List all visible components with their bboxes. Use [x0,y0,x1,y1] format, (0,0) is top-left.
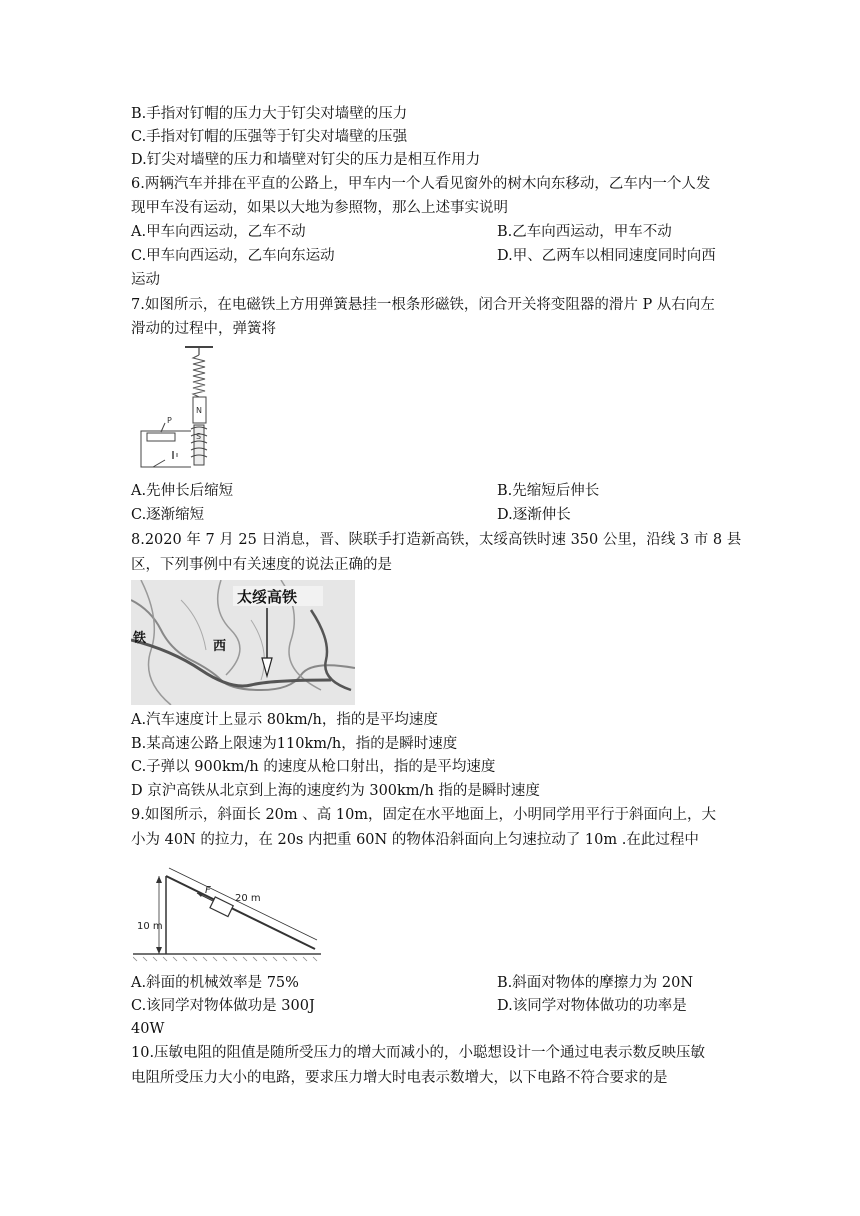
q8-stem-line-1: 8.2020 年 7 月 25 日消息，晋、陕联手打造新高铁，太绥高铁时速 350 公里，沿线 3 市 8 县 [131,532,742,548]
q9-stem-line-1: 9.如图所示，斜面长 20m 、高 10m，固定在水平地面上，小明同学用平行于斜面向上，大 [131,807,717,823]
map-title: 太绥高铁 [237,588,298,606]
q8-stem-line-2: 区，下列事例中有关速度的说法正确的是 [131,557,392,573]
railway-map-figure [131,580,355,705]
map-label-tie: 铁 [133,631,147,646]
map-label-xi: 西 [213,639,227,654]
q6-option-c: C.甲车向西运动，乙车向东运动 [131,248,335,264]
q9-stem-line-2: 小为 40N 的拉力，在 20s 内把重 60N 的物体沿斜面向上匀速拉动了 10m .在此过程中 [131,832,699,848]
q6-option-b: B.乙车向西运动，甲车不动 [497,224,672,240]
q6-stem-line-2: 现甲车没有运动，如果以大地为参照物，那么上述事实说明 [131,200,508,216]
magnet-n-label: N [196,406,202,415]
q6-stem-line-1: 6.两辆汽车并排在平直的公路上，甲车内一个人看见窗外的树木向东移动，乙车内一个人发 [131,176,711,192]
q7-option-a: A.先伸长后缩短 [131,483,234,499]
q9-option-c: C.该同学对物体做功是 300J [131,998,315,1014]
q10-stem-line-2: 电阻所受压力大小的电路，要求压力增大时电表示数增大，以下电路不符合要求的是 [131,1070,668,1086]
electromagnet-spring-figure [133,343,223,471]
height-label: 10 m [137,921,163,932]
force-label: F [205,885,211,896]
q7-stem-line-1: 7.如图所示，在电磁铁上方用弹簧悬挂一根条形磁铁，闭合开关将变阻器的滑片 P 从右向左 [131,297,715,313]
q7-option-d: D.逐渐伸长 [497,507,571,523]
q8-option-c: C.子弹以 900km/h 的速度从枪口射出，指的是平均速度 [131,759,496,775]
length-label: 20 m [235,893,261,904]
q9-option-a: A.斜面的机械效率是 75% [131,975,299,991]
q6-option-d-continued: 运动 [131,272,160,288]
q6-option-a: A.甲车向西运动，乙车不动 [131,224,306,240]
q7-option-b: B.先缩短后伸长 [497,483,600,499]
q9-option-b: B.斜面对物体的摩擦力为 20N [497,975,694,991]
q8-option-b: B.某高速公路上限速为110km/h，指的是瞬时速度 [131,736,458,752]
q8-option-a: A.汽车速度计上显示 80km/h，指的是平均速度 [131,712,438,728]
q5-option-d: D.钉尖对墙壁的压力和墙壁对钉尖的压力是相互作用力 [131,152,481,168]
q8-option-d: D 京沪高铁从北京到上海的速度约为 300km/h 指的是瞬时速度 [131,783,540,799]
q7-stem-line-2: 滑动的过程中，弹簧将 [131,321,276,337]
slider-p-label: P [167,416,172,425]
q10-stem-line-1: 10.压敏电阻的阻值是随所受压力的增大而减小的，小聪想设计一个通过电表示数反映压敏 [131,1045,706,1061]
q7-option-c: C.逐渐缩短 [131,507,205,523]
q9-option-d: D.该同学对物体做功的功率是 [497,998,687,1014]
q5-option-c: C.手指对钉帽的压强等于钉尖对墙壁的压强 [131,129,408,145]
q6-option-d: D.甲、乙两车以相同速度同时向西 [497,248,716,264]
incline-figure [133,857,323,965]
q5-option-b: B.手指对钉帽的压力大于钉尖对墙壁的压力 [131,106,408,122]
magnet-s-label: S [196,432,202,441]
q9-option-d-continued: 40W [131,1021,165,1037]
